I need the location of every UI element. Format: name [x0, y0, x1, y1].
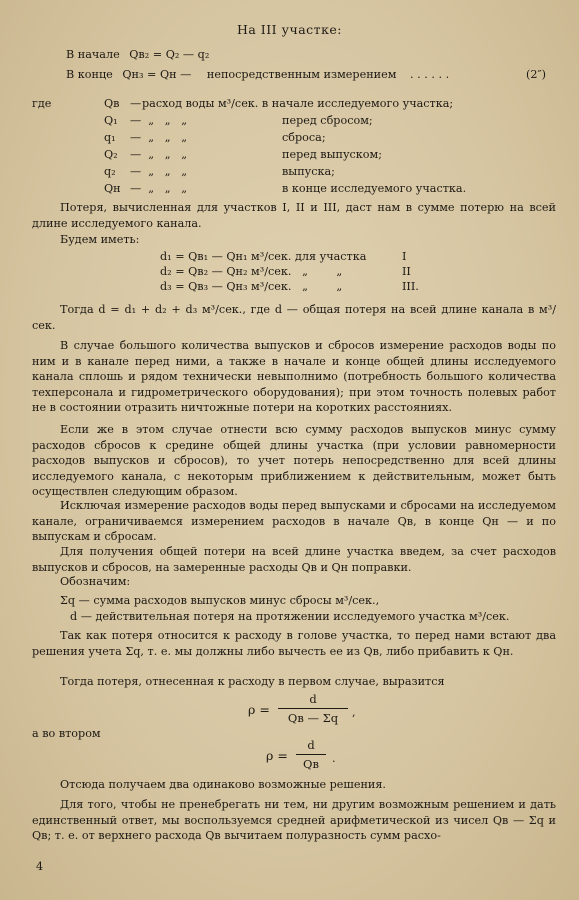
eq-begin-formula: Qв₂ = Q₂ — q₂	[129, 48, 210, 61]
d-equation-formula: d₃ = Qв₃ — Qн₃ м³/сек. „ „	[160, 280, 343, 293]
second-label: а во втором	[32, 727, 101, 740]
d-equation-formula: d₂ = Qв₂ — Qн₂ м³/сек. „ „	[160, 265, 343, 278]
page-number: 4	[36, 860, 44, 873]
fraction2-bar	[296, 754, 326, 755]
denote-sum: Σq — сумма расходов выпусков минус сбросы м³/сек.,	[60, 594, 380, 607]
definition-text: в конце исследуемого участка.	[282, 182, 467, 195]
paragraph-then: Тогда d = d₁ + d₂ + d₃ м³/сек., где d — общая потеря на всей длине канала в м³/сек.	[32, 303, 556, 332]
paragraph-losses: Потеря, вычисленная для участков I, II и III, даст нам в сумме потерю на всей длине исследуемого канала.	[32, 201, 556, 230]
definition-dash: — „ „ „	[130, 148, 188, 161]
paragraph-will-have: Будем иметь:	[60, 233, 140, 246]
paragraph-denote: Обозначим:	[60, 575, 131, 588]
definition-symbol: q₁	[104, 131, 116, 144]
fraction2-lhs: ρ =	[266, 748, 288, 763]
definition-dash: —	[130, 97, 142, 110]
paragraph-final: Для того, чтобы не пренебрегать ни тем, ни другим возможным решением и дать единственный ответ, мы воспользуемся средней арифметической из чисел Qв — Σq и Qв; т. е. от верхнего расхода Qв вычитаем полуразность сумм расхо-	[32, 798, 556, 843]
d-equation-section-number: III.	[402, 280, 419, 293]
definition-row	[104, 148, 382, 161]
d-equation-section-number: I	[402, 250, 407, 263]
fraction1-lhs: ρ =	[248, 702, 270, 717]
fraction1-bar	[278, 708, 348, 709]
eq-end-text: непосредственным измерением	[206, 68, 397, 81]
definition-row	[104, 131, 326, 144]
eq-end-number: (2″)	[525, 68, 546, 81]
d-equation-section-number: II	[402, 265, 411, 278]
fraction1-numerator: d	[309, 692, 317, 706]
eq-end-dots: . . . . . .	[410, 68, 450, 81]
paragraph-hence: Отсюда получаем два одинаково возможные решения.	[60, 778, 386, 791]
definition-row	[104, 182, 466, 195]
definition-row	[104, 97, 453, 110]
definition-symbol: Q₁	[104, 114, 118, 127]
eq-end-label: В конце	[66, 68, 113, 81]
denote-d: d — действительная потеря на протяжении исследуемого участка м³/сек.	[70, 610, 510, 623]
fraction1	[278, 692, 348, 725]
definition-text: сброса;	[282, 131, 326, 144]
definition-text: расход воды м³/сек. в начале исследуемого участка;	[142, 97, 454, 110]
paragraph-large: В случае большого количества выпусков и сбросов измерение расходов воды по ним и в канале перед ними, а также в начале и конце общей длины исследуемого канала сплошь и рядом технически невыполнимо (потребность большого количества техперсонала и гидрометрического оборудования); при этом точность полевых работ не в состоянии отразить ничтожные потери на коротких расстояниях.	[32, 339, 556, 415]
definition-symbol: Qн	[104, 182, 121, 195]
fraction2-denominator: Qв	[303, 757, 319, 771]
definition-row	[104, 114, 373, 127]
section-heading: На III участке:	[236, 22, 343, 37]
d-equation-formula: d₁ = Qв₁ — Qн₁ м³/сек. для участка	[160, 250, 367, 263]
definition-text: перед сбросом;	[282, 114, 373, 127]
fraction2	[296, 738, 326, 771]
definition-symbol: Qв	[104, 97, 120, 110]
definition-dash: — „ „ „	[130, 182, 188, 195]
fraction2-tail: .	[332, 752, 336, 765]
paragraph-exclude: Исключая измерение расходов воды перед выпусками и сбросами на исследуемом канале, ограничиваемся измерением расходов в начале Qв, в конце Qн — и по выпускам и сбросам.	[32, 499, 556, 544]
definition-row	[104, 165, 335, 178]
definition-symbol: Q₂	[104, 148, 118, 161]
eq-end-formula: Qн₃ = Qн —	[122, 68, 192, 81]
eq-begin	[66, 48, 209, 61]
definition-text: выпуска;	[282, 165, 335, 178]
definition-dash: — „ „ „	[130, 165, 188, 178]
paragraph-total: Для получения общей потери на всей длине участка введем, за счет расходов выпусков и сбросов, на замеренные расходы Qв и Qн поправки.	[32, 545, 556, 574]
paragraph-then2: Тогда потеря, отнесенная к расходу в первом случае, выразится	[60, 675, 445, 688]
eq-begin-label: В начале	[66, 48, 120, 61]
fraction2-numerator: d	[307, 738, 315, 752]
paragraph-if: Если же в этом случае отнести всю сумму расходов выпусков минус сумму расходов сбросов к средине общей длины участка (при условии равномерности расходов выпусков и сбросов), то учет потерь непосредственно для всей длины исследуемого канала, с некоторым приближением к действительным, может быть осуществлен следующим образом.	[32, 423, 556, 499]
definition-symbol: q₂	[104, 165, 116, 178]
paragraph-since: Так как потеря относится к расходу в голове участка, то перед нами встают два решения учета Σq, т. е. мы должны либо вычесть ее из Qв, либо прибавить к Qн.	[32, 629, 556, 658]
definition-text: перед выпуском;	[282, 148, 383, 161]
fraction1-tail: ,	[352, 706, 356, 719]
defs-lead: где	[32, 97, 52, 110]
definition-dash: — „ „ „	[130, 114, 188, 127]
eq-end	[66, 68, 546, 81]
fraction1-denominator: Qв — Σq	[287, 711, 339, 725]
definition-dash: — „ „ „	[130, 131, 188, 144]
